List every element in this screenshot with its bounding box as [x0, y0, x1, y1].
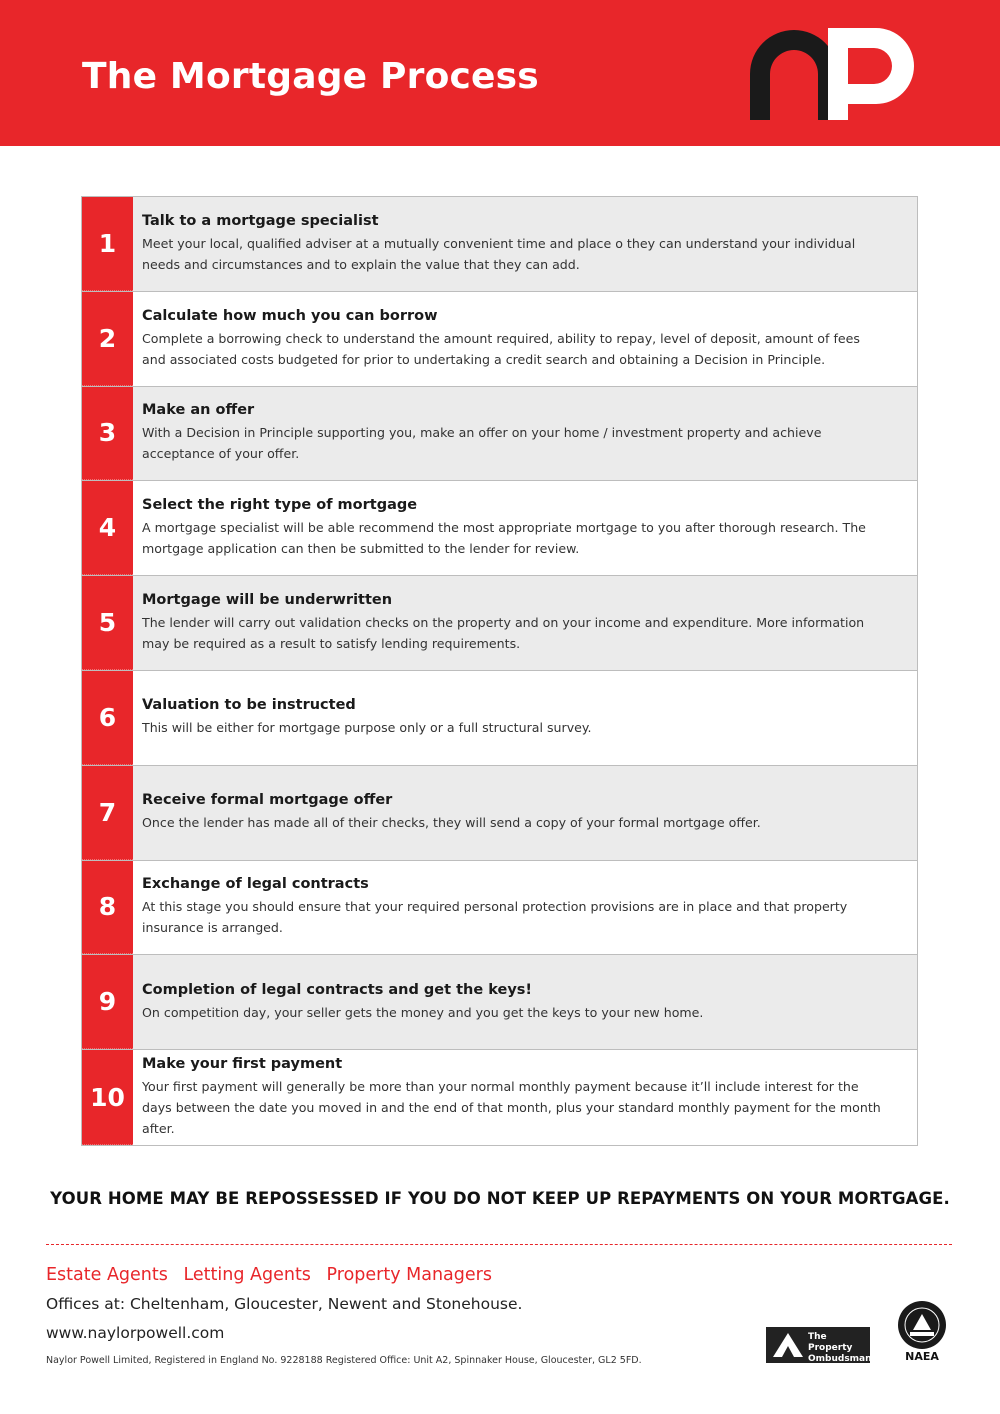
step-title: Select the right type of mortgage [142, 497, 418, 514]
step-number: 9 [82, 955, 133, 1049]
property-ombudsman-logo-icon [766, 1327, 870, 1363]
website-link[interactable]: www.naylorpowell.com [46, 1324, 225, 1342]
step-row [82, 292, 917, 387]
step-title: Exchange of legal contracts [142, 876, 369, 893]
step-title: Make an offer [142, 402, 255, 419]
step-title: Completion of legal contracts and get the keys! [142, 981, 533, 998]
step-description: Meet your local, qualified adviser at a mutually convenient time and place o they can understand your individual needs and circumstances and to explain the value that they can add. [142, 235, 856, 272]
step-description: At this stage you should ensure that your required personal protection provisions are in place and that property insurance is arranged. [142, 899, 848, 936]
services-tagline [46, 1265, 502, 1285]
step-number: 5 [82, 576, 133, 670]
step-title: Valuation to be instructed [142, 697, 356, 714]
offices-text: Offices at: Cheltenham, Gloucester, Newent and Stonehouse. [46, 1295, 523, 1313]
footer-divider [46, 1244, 952, 1245]
service-estate-agents: Estate Agents [46, 1265, 168, 1285]
step-description: This will be either for mortgage purpose only or a full structural survey. [142, 720, 592, 736]
step-row [82, 481, 917, 576]
step-description: Your first payment will generally be more than your normal monthly payment because it’ll include interest for the days between the date you moved in and the end of that month, plus your standard monthly payment for the month after. [142, 1079, 881, 1137]
step-title: Mortgage will be underwritten [142, 592, 393, 609]
step-row [82, 387, 917, 482]
step-row [82, 576, 917, 671]
step-row [82, 197, 917, 292]
step-row [82, 766, 917, 861]
step-title: Talk to a mortgage specialist [142, 212, 379, 229]
header-banner [0, 0, 1000, 146]
step-number: 1 [82, 197, 133, 291]
step-title: Receive formal mortgage offer [142, 792, 393, 809]
repossession-warning: YOUR HOME MAY BE REPOSSESSED IF YOU DO NOT KEEP UP REPAYMENTS ON YOUR MORTGAGE. [50, 1189, 950, 1208]
step-description: Once the lender has made all of their checks, they will send a copy of your formal mortgage offer. [142, 815, 761, 831]
step-number: 2 [82, 292, 133, 386]
step-row [82, 861, 917, 956]
step-number: 4 [82, 481, 133, 575]
step-title: Calculate how much you can borrow [142, 307, 438, 324]
step-row [82, 1050, 917, 1145]
page-title: The Mortgage Process [82, 56, 539, 97]
step-description: Complete a borrowing check to understand the amount required, ability to repay, level of deposit, amount of fees and associated costs budgeted for prior to undertaking a credit search and obtaining a Decision in Principle. [142, 330, 860, 367]
ombudsman-line1: The Property [808, 1332, 853, 1353]
step-description: On competition day, your seller gets the money and you get the keys to your new home. [142, 1004, 704, 1020]
step-number: 3 [82, 387, 133, 481]
step-number: 6 [82, 671, 133, 765]
steps-list [81, 196, 918, 1146]
step-description: A mortgage specialist will be able recommend the most appropriate mortgage to you after thorough research. The mortgage application can then be submitted to the lender for review. [142, 520, 866, 557]
legal-text: Naylor Powell Limited, Registered in England No. 9228188 Registered Office: Unit A2, Spinnaker House, Gloucester, GL2 5FD. [46, 1355, 642, 1366]
service-letting-agents: Letting Agents [183, 1265, 311, 1285]
service-property-managers: Property Managers [326, 1265, 492, 1285]
ombudsman-line2: Ombudsman [808, 1354, 872, 1364]
step-number: 8 [82, 861, 133, 955]
naea-label: NAEA [905, 1350, 939, 1363]
step-number: 10 [82, 1050, 133, 1145]
step-row [82, 671, 917, 766]
step-description: With a Decision in Principle supporting you, make an offer on your home / investment property and achieve acceptance of your offer. [142, 425, 822, 462]
step-title: Make your first payment [142, 1056, 343, 1073]
step-number: 7 [82, 766, 133, 860]
ombudsman-triangle-icon [771, 1331, 805, 1359]
np-logo-icon [748, 22, 920, 122]
step-row [82, 955, 917, 1050]
step-description: The lender will carry out validation checks on the property and on your income and expenditure. More information may be required as a result to satisfy lending requirements. [142, 615, 865, 652]
